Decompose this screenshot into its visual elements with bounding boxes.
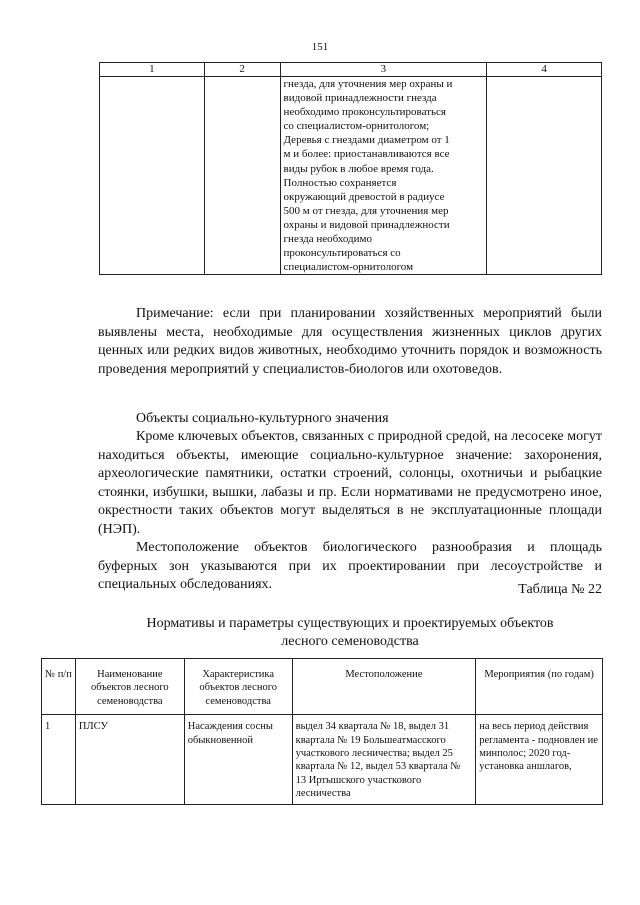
header-name: Наименование объектов лесного семеноводства	[75, 659, 184, 715]
seed-objects-table	[41, 658, 603, 805]
column-number: 4	[487, 63, 602, 77]
column-number: 2	[204, 63, 280, 77]
cell-line: окружающий древостой в радиусе	[283, 190, 445, 203]
cell-line: Деревья с гнездами диаметром от 1	[283, 134, 450, 147]
continued-table	[99, 62, 602, 275]
cell-line: Полностью сохраняется	[283, 176, 397, 189]
header-location: Местоположение	[292, 659, 476, 715]
column-number: 1	[100, 63, 205, 77]
cell-measures: на весь период действия регламента - подновлен ие минполос; 2020 год-установка аншлагов,	[476, 715, 603, 804]
cell-characteristic: Насаждения сосны обыкновенной	[184, 715, 292, 804]
table-row	[42, 715, 603, 804]
key-objects-paragraph: Кроме ключевых объектов, связанных с природной средой, на лесосеке могут находиться объекты, имеющие социально-культурное значение: захоронения, археологические памятники, остатки строений, солонцы, охотничьи и рыбацкие стоянки, избушки, вышки, лабазы и пр. Если нормативами не предусмотрено иное, окрестности таких объектов могут выделяться в не эксплуатационные площади (НЭП).	[98, 429, 602, 537]
table-row	[100, 77, 602, 275]
table-cell	[204, 77, 280, 275]
cell-line: 500 м от гнезда, для уточнения мер	[283, 204, 449, 217]
section-heading: Объекты социально-культурного значения	[136, 411, 389, 426]
table-title: Нормативы и параметры существующих и проектируемых объектов	[146, 616, 554, 631]
header-number: № п/п	[42, 659, 76, 715]
header-measures: Мероприятия (по годам)	[476, 659, 603, 715]
cell-line: виды рубок в любое время года.	[283, 162, 434, 175]
table-label: Таблица № 22	[518, 582, 602, 597]
table-cell	[487, 77, 602, 275]
location-paragraph: Местоположение объектов биологического разнообразия и площадь буферных зон указываются при их проектировании при лесоустройстве и специальных обследованиях.	[98, 540, 602, 593]
cell-line: проконсультироваться со	[283, 247, 401, 260]
table-header-row	[42, 659, 603, 715]
table-cell-measures	[280, 77, 487, 275]
cell-line: специалистом-орнитологом	[283, 261, 414, 274]
table-header-row	[100, 63, 602, 77]
cell-line: необходимо проконсультироваться	[283, 106, 446, 119]
cell-line: охраны и видовой принадлежности	[283, 218, 450, 231]
table-title: лесного семеноводства	[281, 634, 419, 649]
note-paragraph: Примечание: если при планировании хозяйственных мероприятий были выявлены места, необходимые для осуществления жизненных циклов других ценных или редких видов животных, необходимо уточнить порядок и возможность проведения мероприятий у специалистов-биологов или охотоведов.	[98, 306, 602, 377]
cell-location: выдел 34 квартала № 18, выдел 31 квартала № 19 Большеатмасского участкового лесничества; выдел 25 квартала № 12, выдел 53 квартала № 13 Иртышского участкового лесничества	[292, 715, 476, 804]
cell-line: со специалистом-орнитологом;	[283, 120, 430, 133]
cell-line: гнезда, для уточнения мер охраны и	[283, 78, 453, 90]
cell-line: м и более: приостанавливаются все	[283, 148, 450, 161]
table-cell	[100, 77, 205, 275]
cell-name: ПЛСУ	[75, 715, 184, 804]
cell-line: гнезда необходимо	[283, 233, 372, 246]
cell-line: видовой принадлежности гнезда	[283, 92, 437, 105]
page-number: 151	[311, 41, 329, 53]
cell-number: 1	[42, 715, 76, 804]
header-characteristic: Характеристика объектов лесного семеноводства	[184, 659, 292, 715]
column-number: 3	[280, 63, 487, 77]
